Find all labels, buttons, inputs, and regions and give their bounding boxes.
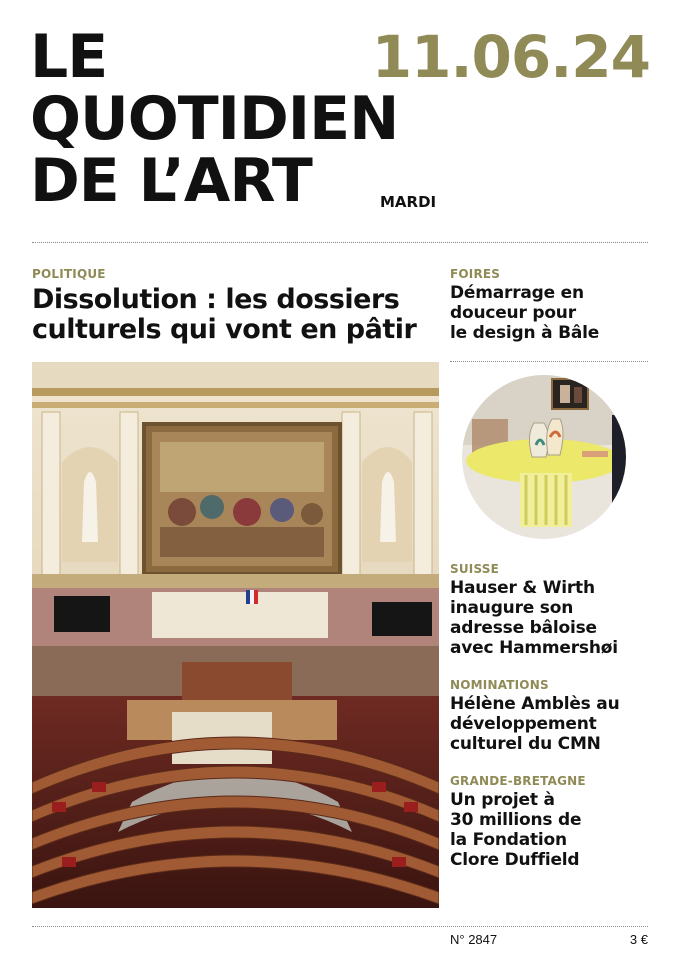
side-story-3-line-1: Hélène Amblès au — [450, 694, 620, 714]
side-story-2-headline[interactable] — [450, 578, 650, 658]
masthead-line-3: DE L’ART — [30, 146, 312, 216]
side-story-2-line-2: inaugure son — [450, 598, 574, 618]
issue-date: 11.06.24 — [371, 23, 650, 91]
side-story-4-line-3: la Fondation — [450, 830, 567, 850]
side-story-2-line-4: avec Hammershøi — [450, 638, 618, 658]
side-story-1-line-3: le design à Bâle — [450, 323, 600, 343]
side-story-2-line-1: Hauser & Wirth — [450, 578, 595, 598]
side-story-1-line-2: douceur pour — [450, 303, 576, 323]
side-divider-1 — [450, 361, 648, 362]
side-story-4-line-4: Clore Duffield — [450, 850, 580, 870]
main-headline-line-2: culturels qui vont en pâtir — [32, 314, 417, 345]
side-story-1-photo[interactable] — [462, 375, 626, 539]
issue-number: N° 2847 — [450, 932, 498, 947]
side-story-1-line-1: Démarrage en — [450, 283, 584, 303]
side-story-4-headline[interactable] — [450, 790, 650, 870]
side-story-1-kicker: FOIRES — [450, 267, 501, 281]
masthead-title — [30, 22, 399, 216]
price: 3 € — [629, 932, 648, 947]
main-story-headline[interactable] — [32, 285, 432, 345]
main-story-kicker: POLITIQUE — [32, 267, 106, 281]
side-story-2-kicker: SUISSE — [450, 562, 499, 576]
side-story-3-headline[interactable] — [450, 694, 650, 754]
issue-weekday: MARDI — [380, 193, 437, 211]
main-story-photo[interactable] — [32, 362, 439, 908]
side-story-3-kicker: NOMINATIONS — [450, 678, 549, 692]
side-story-3-line-2: développement — [450, 714, 597, 734]
side-story-4-kicker: GRANDE-BRETAGNE — [450, 774, 586, 788]
masthead-line-2: QUOTIDIEN — [30, 84, 399, 154]
side-story-1-headline[interactable] — [450, 283, 650, 343]
side-story-4-line-1: Un projet à — [450, 790, 555, 810]
header-divider — [32, 242, 648, 243]
footer-divider — [32, 926, 648, 927]
side-story-4-line-2: 30 millions de — [450, 810, 582, 830]
side-story-2-line-3: adresse bâloise — [450, 618, 597, 638]
main-headline-line-1: Dissolution : les dossiers — [32, 284, 400, 315]
side-story-3-line-3: culturel du CMN — [450, 734, 601, 754]
masthead-line-1: LE — [30, 22, 108, 92]
